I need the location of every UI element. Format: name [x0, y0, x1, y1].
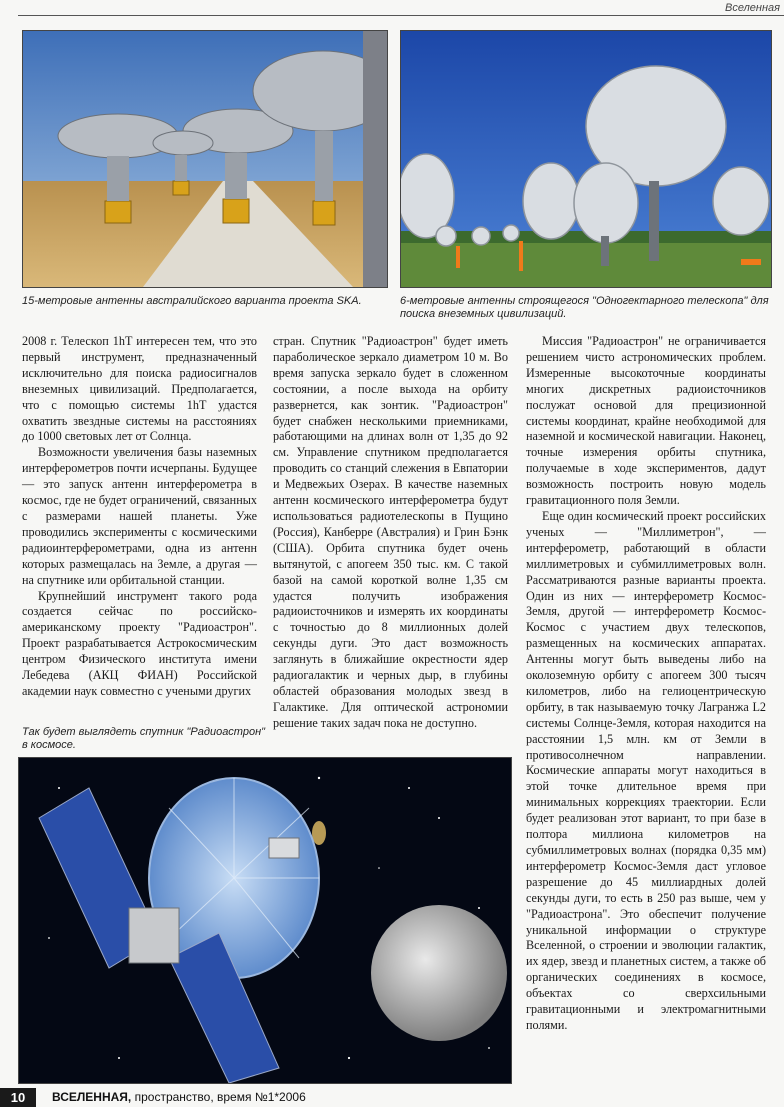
magazine-name: ВСЕЛЕННАЯ,	[52, 1090, 132, 1104]
radioastron-satellite-illustration	[18, 757, 512, 1084]
page-number: 10	[0, 1088, 36, 1107]
column-3-paragraph-2: Еще один космический проект российских ученых — "Миллиметрон", — интерферометр, работающий в области миллиметровых и субмиллиметровых волн. Рассматриваются разные варианты проекта. Один из них — интерферометр Космос-Земля, другой — интерферометр Космос-Космос с участием двух телескопов, размещенных на космических аппаратах. Антенны могут быть выведены либо на околоземную орбиту с апогеем 300 тысяч километров, либо на гелиоцентрическую орбиту, в так называемую точку Лагранжа L2 системы Солнце-Земля, которая находится на расстоянии 1,5 млн. км от Земли в противосолнечном направлении. Космические аппараты могут находиться в этой точке длительное время при минимальных коррекциях траектории. Если будет реализован этот вариант, то при базе в полтора миллиона километров на субмиллиметровых волнах (порядка 0,35 мм) интерферометр Космос-Земля даст угловое разрешение до 45 миллиардных долей секунды дуги, то есть в 250 раз выше, чем у "Радиоастрона". Это обеспечит получение уникальной информации о структуре Вселенной, о строении и эволюции галактик, их ядер, звезд и планетных систем, а также об органических соединениях в космосе, объектах со сверхсильными гравитационными и электромагнитными полями.	[526, 508, 766, 1032]
ska-caption: 15-метровые антенны австралийского варианта проекта SKA.	[22, 295, 362, 307]
issue-number: №1*2006	[254, 1090, 306, 1104]
satellite-caption: Так будет выглядеть спутник "Радиоастрон" в космосе.	[22, 726, 266, 751]
section-title: Вселенная	[724, 2, 780, 14]
magazine-title	[52, 1090, 306, 1104]
column-1-paragraph-2: Возможности увеличения базы наземных интерферометров почти исчерпаны. Будущее — это запуск антенн интерферометра в космос, где не будет ограничений, связанных с размерами нашей планеты. Уже проводились эксперименты с космическими радиоинтерферометрами, одна из антенн которых размещалась на Земле, а другая — на спутнике или орбитальной станции.	[22, 445, 257, 587]
article-column-3	[526, 334, 766, 1034]
article-column-2	[273, 334, 508, 732]
ska-antennas-photo	[22, 30, 388, 288]
header-rule	[18, 15, 784, 16]
column-1-paragraph-3: Крупнейший инструмент такого рода создается сейчас по российско-американскому проекту "Радиоастрон". Проект разрабатывается Астрокосмическим центром Физического института имени Лебедева (АКЦ ФИАН) Российской академии наук совместно с учеными других	[22, 588, 257, 698]
magazine-subtitle: пространство, время	[134, 1090, 252, 1104]
page-footer	[0, 1088, 784, 1107]
column-1-paragraph-1: 2008 г. Телескоп 1hT интересен тем, что это первый инструмент, предназначенный исключительно для поиска радиосигналов внеземных цивилизаций. Предполагается, что с помощью системы 1hT удастся охватить звездные системы на расстояниях до 1000 световых лет от Солнца.	[22, 334, 257, 444]
column-3-paragraph-1: Миссия "Радиоастрон" не ограничивается решением чисто астрономических проблем. Измеренные высокоточные координаты многих дискретных радиоисточников послужат основой для прецизионной системы координат, крайне необходимой для наземной и космической навигации. Наконец, точные измерения орбиты спутника, получаемые в ходе экспериментов, дадут возможность построить новую модель гравитационного поля Земли.	[526, 334, 766, 508]
ata-antennas-photo	[400, 30, 772, 288]
article-column-1	[22, 334, 257, 700]
column-2-paragraph-1: стран. Спутник "Радиоастрон" будет иметь параболическое зеркало диаметром 10 м. Во время запуска зеркало будет в сложенном состоянии, а после выхода на орбиту развернется, как зонтик. "Радиоастрон" будет снабжен несколькими приемниками, работающими на длинах волн от 1,35 до 92 см. Управление спутником предполагается проводить со станций слежения в Евпатории и Медвежьих Озерах. В качестве наземных антенн космического интерферометра будут использоваться радиотелескопы в Пущино (Россия), Канберре (Австралия) и Грин Бэнк (США). Орбита спутника будет очень вытянутой, с апогеем 350 тыс. км. С такой базой на самой короткой волне 1,35 см удастся получить изображения радиоисточников и измерять их координаты с точностью до 8 миллионных долей секунды дуги. Это даст возможность заглянуть в ближайшие окрестности ядер радиогалактик и черных дыр, в глубины областей образования молодых звезд в Галактике. Для оптической астрономии решение таких задач пока не доступно.	[273, 334, 508, 730]
ata-caption: 6-метровые антенны строящегося "Одногектарного телескопа" для поиска внеземных цивилизаций.	[400, 295, 769, 320]
